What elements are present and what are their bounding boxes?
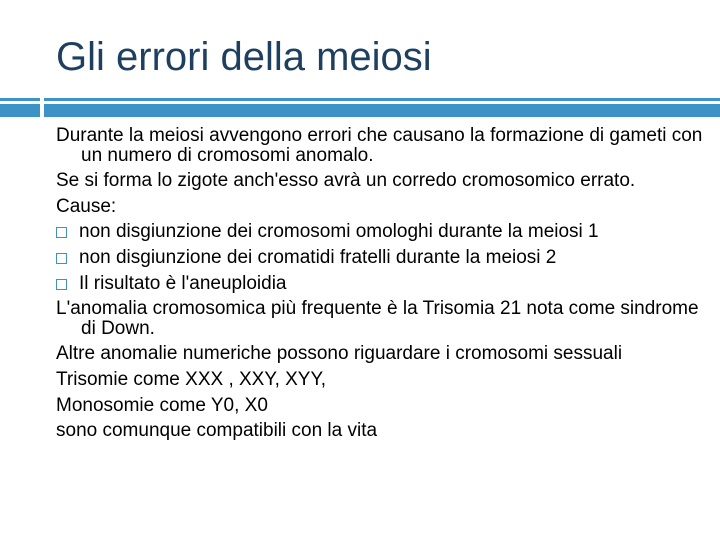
bullet-text: non disgiunzione dei cromosomi omologhi durante la meiosi 1 <box>79 221 599 243</box>
bullet-item <box>56 222 706 242</box>
paragraph-errors: Durante la meiosi avvengono errori che causano la formazione di gameti con un numero di cromosomi anomalo. <box>56 125 703 166</box>
paragraph-monosomies: Monosomie come Y0, X0 <box>56 394 268 416</box>
bullet-item <box>56 248 706 268</box>
paragraph-causes-heading: Cause: <box>56 195 117 217</box>
square-bullet-icon <box>56 253 67 264</box>
title-divider-block-left <box>0 104 40 117</box>
paragraph-sex-chromosomes: Altre anomalie numeriche possono riguardare i cromosomi sessuali <box>56 343 623 365</box>
square-bullet-icon <box>56 227 67 238</box>
bullet-text: non disgiunzione dei cromatidi fratelli durante la meiosi 2 <box>79 246 557 268</box>
slide-title: Gli errori della meiosi <box>56 35 432 79</box>
bullet-text: Il risultato è l'aneuploidia <box>79 272 287 294</box>
square-bullet-icon <box>56 279 67 290</box>
paragraph-trisomy-21: L'anomalia cromosomica più frequente è la Trisomia 21 nota come sindrome di Down. <box>56 298 699 339</box>
title-divider-left <box>0 98 40 101</box>
title-divider-block-right <box>44 104 720 117</box>
slide-body <box>56 126 706 447</box>
bullet-item <box>56 274 706 294</box>
paragraph-trisomies: Trisomie come XXX , XXY, XYY, <box>56 368 326 390</box>
title-divider-line <box>44 98 720 101</box>
paragraph-zygote: Se si forma lo zigote anch'esso avrà un corredo cromosomico errato. <box>56 170 636 192</box>
paragraph-compatible: sono comunque compatibili con la vita <box>56 420 378 442</box>
